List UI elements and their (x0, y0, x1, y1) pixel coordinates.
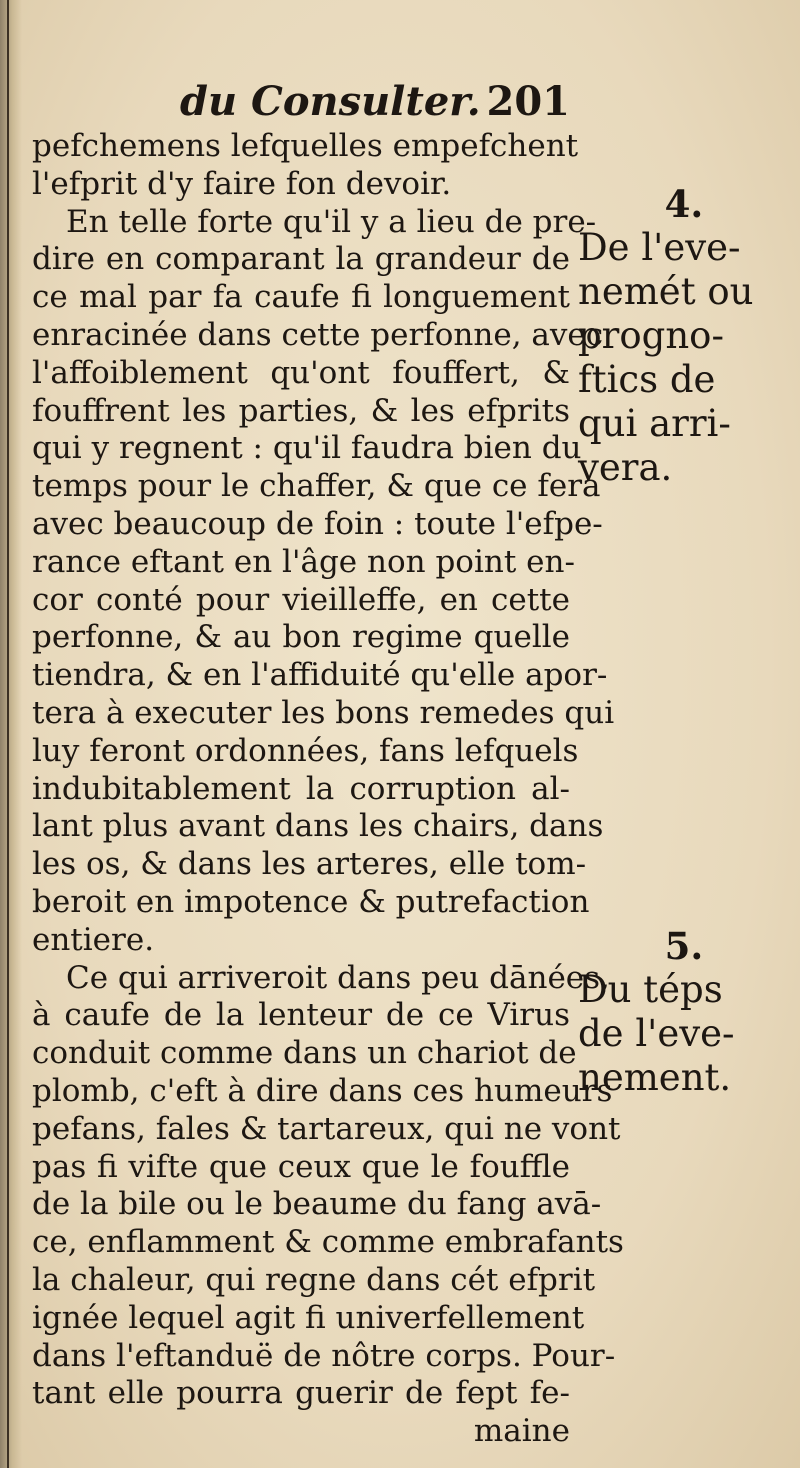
margin-note-line: nemét ou (578, 270, 754, 313)
page-gutter-shadow (0, 0, 22, 1468)
text-line: qui y regnent : qu'il faudra bien du (32, 430, 582, 467)
text-line: enracinée dans cette perfonne, avec (32, 316, 604, 353)
text-line: En telle forte qu'il y a lieu de pre- (66, 203, 597, 240)
text-line: ce mal par fa caufe fi longuement (32, 279, 570, 316)
page-header (180, 74, 570, 130)
text-line: cor conté pour vieilleffe, en cette (32, 581, 570, 618)
margin-note-4 (578, 182, 790, 490)
text-line: Ce qui arriveroit dans peu dānées, (66, 959, 610, 996)
catchword: maine (473, 1413, 570, 1450)
text-line: conduit comme dans un chariot de (32, 1035, 577, 1072)
text-line: pefans, fales & tartareux, qui ne vont (32, 1110, 621, 1147)
margin-note-line: qui arri- (578, 402, 731, 445)
text-line: ce, enflamment & comme embrafants (32, 1224, 624, 1261)
margin-note-line: Du téps (578, 968, 723, 1011)
text-line: pas fi vifte que ceux que le fouffle (32, 1148, 570, 1185)
text-line: tiendra, & en l'affiduité qu'elle apor- (32, 657, 608, 694)
text-line: à caufe de la lenteur de ce Virus (32, 997, 570, 1034)
text-line: dans l'eftanduë de nôtre corps. Pour- (32, 1337, 616, 1374)
running-title: du Consulter. (180, 78, 481, 125)
text-line: indubitablement la corruption al- (32, 770, 570, 807)
text-line: tant elle pourra guerir de fept fe- (32, 1375, 570, 1412)
text-line: les os, & dans les arteres, elle tom- (32, 846, 587, 883)
text-line: ignée lequel agit fi univerfellement (32, 1299, 585, 1336)
text-line: temps pour le chaffer, & que ce fera (32, 468, 601, 505)
binding-line (7, 0, 9, 1468)
margin-note-line: vera. (578, 446, 673, 489)
text-line: de la bile ou le beaume du fang avā- (32, 1186, 602, 1223)
text-line: plomb, c'eft à dire dans ces humeurs (32, 1072, 613, 1109)
margin-note-line: progno- (578, 314, 724, 357)
text-line: luy feront ordonnées, fans lefquels (32, 732, 579, 769)
text-line: entiere. (32, 921, 155, 958)
page-number: 201 (486, 78, 570, 125)
text-line: tera à executer les bons remedes qui (32, 694, 615, 731)
text-line: beroit en impotence & putrefaction (32, 883, 590, 920)
text-line: dire en comparant la grandeur de (32, 241, 570, 278)
text-line: rance eftant en l'âge non point en- (32, 543, 575, 580)
text-line: fouffrent les parties, & les efprits (32, 392, 570, 429)
text-line: pefchemens lefquelles empefchent (32, 128, 579, 164)
margin-note-line: De l'eve- (578, 226, 741, 269)
margin-note-5 (578, 924, 790, 1100)
body-text (32, 128, 624, 1451)
text-line: l'efprit d'y faire fon devoir. (32, 165, 452, 202)
text-line: perfonne, & au bon regime quelle (32, 619, 570, 656)
margin-note-number: 5. (664, 924, 704, 968)
margin-note-line: nement. (578, 1056, 732, 1099)
margin-note-line: de l'eve- (578, 1012, 735, 1055)
margin-note-number: 4. (664, 182, 704, 226)
text-line: lant plus avant dans les chairs, dans (32, 808, 604, 845)
text-line: avec beaucoup de foin : toute l'efpe- (32, 505, 603, 542)
margin-note-line: ftics de (578, 358, 716, 401)
text-line: la chaleur, qui regne dans cét efprit (32, 1261, 596, 1298)
text-line: l'affoiblement qu'ont fouffert, & (32, 354, 570, 391)
